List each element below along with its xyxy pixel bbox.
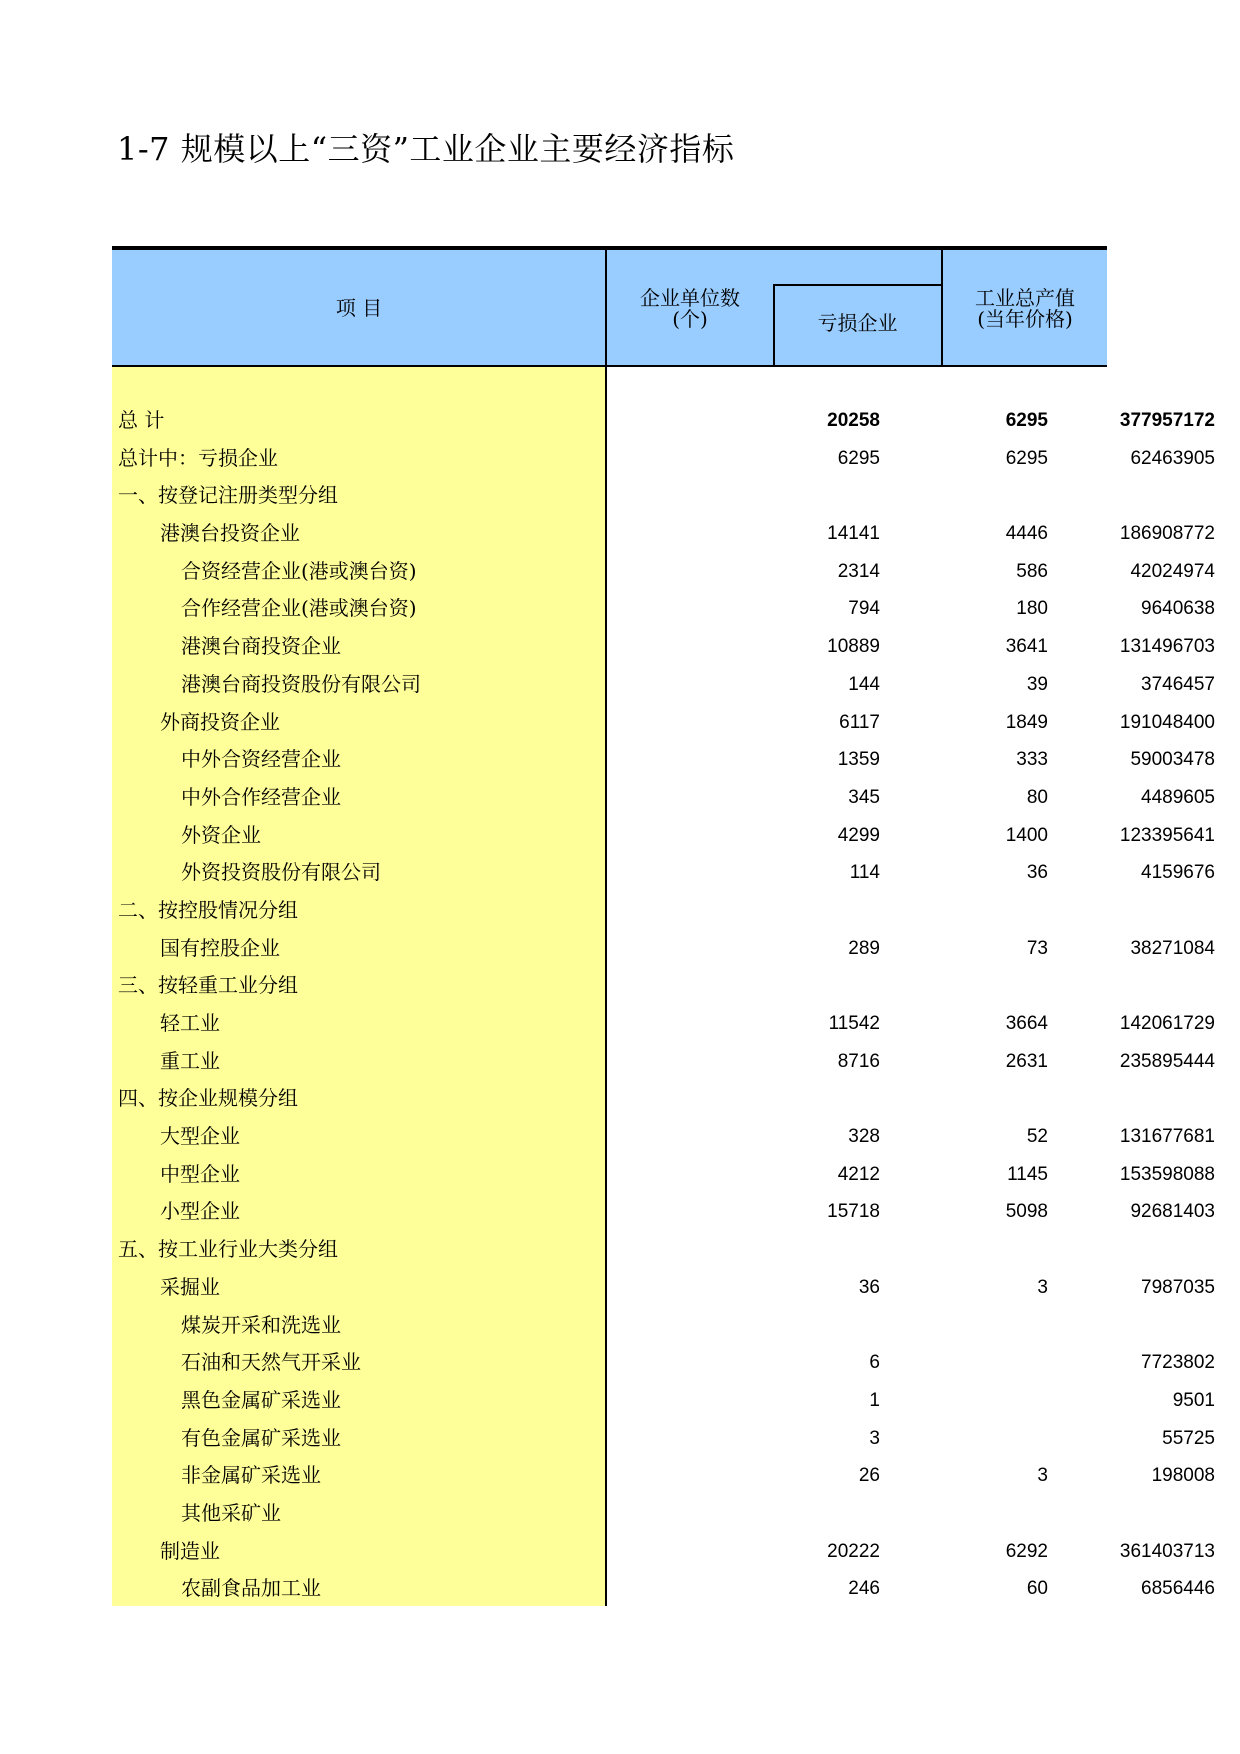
row-label: 大型企业 [160, 1124, 240, 1149]
table-row [112, 892, 1107, 930]
output-cell: 6856446 [1141, 1578, 1215, 1600]
table-row [112, 628, 1215, 666]
table-row [112, 1269, 1215, 1307]
output-cell: 198008 [1151, 1465, 1215, 1487]
row-label: 二、按控股情况分组 [118, 897, 298, 922]
output-cell: 38271084 [1130, 937, 1215, 959]
row-label: 国有控股企业 [160, 935, 280, 960]
units-cell: 15718 [827, 1201, 880, 1223]
table-row [112, 1231, 1107, 1269]
output-cell: 361403713 [1119, 1540, 1215, 1562]
units-cell: 6117 [839, 711, 880, 733]
loss-cell: 586 [1016, 560, 1048, 582]
table-row [112, 817, 1215, 855]
units-cell: 345 [848, 786, 880, 808]
output-cell: 4159676 [1141, 862, 1215, 884]
loss-cell: 3641 [1005, 636, 1048, 658]
output-cell [941, 967, 1215, 1005]
units-cell: 3 [869, 1427, 880, 1449]
loss-cell: 3 [1037, 1276, 1048, 1298]
row-label: 合资经营企业(港或澳台资) [181, 558, 417, 583]
units-cell: 144 [848, 673, 880, 695]
row-label: 小型企业 [160, 1199, 240, 1224]
row-label: 外资企业 [181, 822, 261, 847]
row-label: 煤炭开采和洗选业 [181, 1312, 341, 1337]
row-label: 中外合作经营企业 [181, 784, 341, 809]
output-cell [941, 1080, 1215, 1118]
output-cell: 9501 [1172, 1389, 1215, 1411]
row-label: 有色金属矿采选业 [181, 1425, 341, 1450]
row-label: 总 计 [118, 408, 165, 432]
row-label: 采掘业 [160, 1274, 220, 1299]
output-cell [941, 1495, 1215, 1533]
loss-cell: 80 [1026, 786, 1048, 808]
header-divider [773, 286, 775, 367]
header-output-label: 工业总产值 [975, 286, 1075, 310]
output-cell: 142061729 [1119, 1013, 1215, 1034]
output-cell: 153598088 [1119, 1163, 1215, 1185]
loss-cell: 5098 [1005, 1201, 1048, 1223]
loss-cell: 3664 [1005, 1013, 1048, 1034]
table-row [112, 666, 1215, 704]
loss-cell: 6292 [1005, 1540, 1048, 1562]
header-output [943, 288, 1107, 330]
table-row [112, 1533, 1215, 1571]
table-row [112, 854, 1215, 892]
output-cell: 123395641 [1119, 824, 1215, 846]
loss-cell: 180 [1016, 598, 1048, 620]
units-cell: 289 [848, 937, 880, 959]
row-label: 港澳台投资企业 [160, 521, 300, 546]
loss-cell: 3 [1037, 1465, 1048, 1487]
output-cell: 9640638 [1141, 598, 1215, 620]
table-row [112, 1382, 1215, 1420]
row-label: 四、按企业规模分组 [118, 1086, 298, 1111]
table-row [112, 967, 1107, 1005]
table-row [112, 553, 1215, 591]
table-row [112, 1005, 1215, 1043]
header-units-label: 企业单位数 [640, 286, 740, 310]
loss-cell: 4446 [1005, 523, 1048, 545]
output-cell: 235895444 [1119, 1050, 1215, 1072]
output-cell: 377957172 [1119, 410, 1215, 431]
units-cell: 246 [848, 1578, 880, 1600]
loss-cell: 73 [1026, 937, 1048, 959]
table-row [112, 515, 1215, 553]
table-row [112, 1043, 1215, 1081]
table-row [112, 1193, 1215, 1231]
loss-cell: 60 [1026, 1578, 1048, 1600]
loss-cell: 36 [1026, 862, 1048, 884]
output-cell: 4489605 [1141, 786, 1215, 808]
units-cell: 1359 [837, 749, 880, 771]
header-item: 项 目 [335, 296, 383, 320]
output-cell: 191048400 [1119, 711, 1215, 733]
units-cell: 6 [869, 1352, 880, 1374]
loss-cell: 1849 [1005, 711, 1048, 733]
table-row [112, 930, 1215, 968]
output-cell [941, 477, 1215, 515]
loss-cell: 333 [1016, 749, 1048, 771]
units-cell: 26 [858, 1465, 880, 1487]
loss-cell: 1400 [1005, 824, 1048, 846]
units-cell: 794 [848, 598, 880, 620]
header-loss: 亏损企业 [817, 311, 898, 335]
loss-cell: 2631 [1005, 1050, 1048, 1072]
header-units-unit: (个) [672, 307, 708, 331]
row-label: 外商投资企业 [160, 709, 280, 734]
table-row [112, 1495, 1107, 1533]
row-label: 黑色金属矿采选业 [181, 1387, 341, 1412]
header-output-unit: (当年价格) [977, 307, 1073, 331]
output-cell: 59003478 [1130, 749, 1215, 771]
units-cell: 11542 [828, 1013, 880, 1034]
units-cell: 20258 [827, 410, 880, 431]
row-label: 非金属矿采选业 [181, 1463, 321, 1488]
table-header [112, 250, 1107, 367]
output-cell: 186908772 [1119, 523, 1215, 545]
output-cell: 7987035 [1141, 1276, 1215, 1298]
units-cell: 10889 [827, 636, 880, 658]
output-cell [941, 1307, 1215, 1345]
loss-cell: 52 [1026, 1126, 1048, 1148]
loss-cell: 1145 [1007, 1163, 1048, 1185]
output-cell: 92681403 [1130, 1201, 1215, 1223]
units-cell: 4299 [837, 824, 880, 846]
table-row [112, 1344, 1215, 1382]
table-row [112, 1420, 1215, 1458]
row-label: 五、按工业行业大类分组 [118, 1237, 338, 1262]
table-row [112, 477, 1107, 515]
table-row [112, 1307, 1107, 1345]
row-label: 总计中：亏损企业 [118, 445, 278, 470]
table-row [112, 1156, 1215, 1194]
units-cell: 6295 [837, 447, 880, 469]
header-divider [605, 250, 607, 367]
output-cell: 62463905 [1130, 447, 1215, 469]
row-label: 农副食品加工业 [181, 1576, 321, 1601]
table-row [112, 1080, 1107, 1118]
table-row [112, 402, 1215, 440]
header-units [608, 288, 772, 330]
output-cell: 42024974 [1130, 560, 1215, 582]
row-label: 中外合资经营企业 [181, 747, 341, 772]
table-row [112, 1118, 1215, 1156]
units-cell: 114 [849, 862, 880, 884]
units-cell: 328 [848, 1126, 880, 1148]
page-title: 1-7 规模以上“三资”工业企业主要经济指标 [117, 130, 735, 168]
row-label: 制造业 [160, 1538, 220, 1563]
row-label: 石油和天然气开采业 [181, 1350, 361, 1375]
table-row [112, 590, 1215, 628]
table-row [112, 440, 1215, 478]
table-row [112, 1457, 1215, 1495]
row-label: 中型企业 [160, 1161, 240, 1186]
row-label: 三、按轻重工业分组 [118, 973, 298, 998]
row-label: 轻工业 [160, 1011, 220, 1035]
loss-cell: 6295 [1005, 447, 1048, 469]
loss-cell: 6295 [1005, 410, 1048, 431]
row-label: 合作经营企业(港或澳台资) [181, 596, 417, 621]
units-cell: 8716 [837, 1050, 880, 1072]
units-cell: 14141 [827, 523, 880, 545]
table-row [112, 1570, 1215, 1608]
row-label: 港澳台商投资企业 [181, 634, 341, 659]
output-cell: 7723802 [1141, 1352, 1215, 1374]
table-row [112, 779, 1215, 817]
row-label: 重工业 [160, 1048, 220, 1073]
output-cell [941, 1231, 1215, 1269]
table-row [112, 741, 1215, 779]
units-cell: 20222 [827, 1540, 880, 1562]
output-cell: 131496703 [1119, 636, 1215, 658]
units-cell: 4212 [837, 1163, 880, 1185]
loss-cell: 39 [1026, 673, 1048, 695]
units-cell: 2314 [837, 560, 880, 582]
row-label: 外资投资股份有限公司 [181, 860, 381, 885]
row-label: 港澳台商投资股份有限公司 [181, 671, 421, 696]
units-cell: 1 [869, 1389, 880, 1411]
output-cell [941, 892, 1215, 930]
table-body [112, 402, 1215, 1608]
header-divider [773, 284, 943, 286]
output-cell: 3746457 [1141, 673, 1215, 695]
output-cell: 55725 [1162, 1427, 1215, 1449]
row-label: 一、按登记注册类型分组 [118, 483, 338, 508]
units-cell: 36 [858, 1276, 880, 1298]
header-divider [941, 250, 943, 367]
output-cell: 131677681 [1119, 1126, 1215, 1148]
table-row [112, 704, 1215, 742]
row-label: 其他采矿业 [181, 1500, 281, 1525]
